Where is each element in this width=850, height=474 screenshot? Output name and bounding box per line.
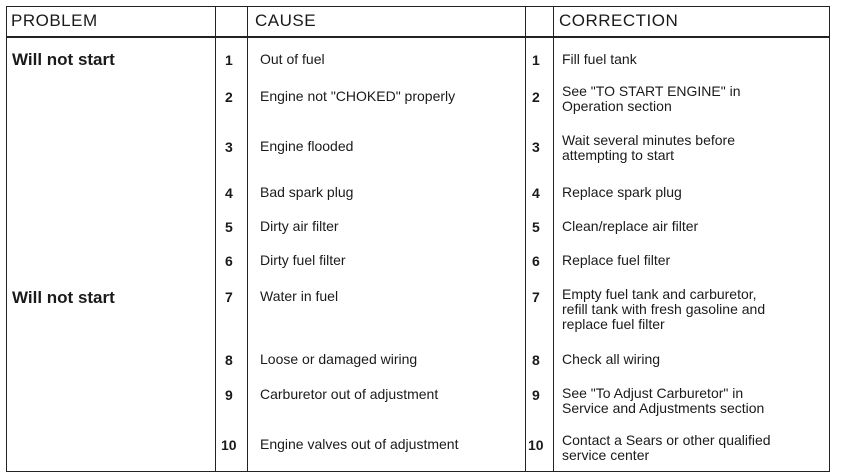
cause-text: Dirty fuel filter: [260, 252, 346, 268]
correction-text: Replace spark plug: [562, 184, 682, 200]
correction-number: 9: [532, 387, 540, 403]
cause-number: 3: [225, 139, 233, 155]
troubleshooting-table: [6, 6, 830, 472]
correction-number: 4: [532, 185, 540, 201]
problem-label: Will not start: [12, 50, 115, 69]
cause-number: 10: [221, 437, 237, 453]
correction-number: 8: [532, 352, 540, 368]
correction-text: Fill fuel tank: [562, 51, 637, 67]
correction-text: Replace fuel filter: [562, 252, 671, 268]
column-divider: [215, 7, 216, 471]
column-divider: [525, 7, 526, 471]
cause-text: Water in fuel: [260, 288, 339, 304]
cause-text: Engine flooded: [260, 138, 354, 154]
correction-number: 6: [532, 253, 540, 269]
cause-number: 4: [225, 185, 233, 201]
correction-text: See "TO START ENGINE" in Operation section: [562, 83, 741, 114]
header-cause: CAUSE: [255, 11, 317, 30]
problem-label: Will not start: [12, 288, 115, 307]
cause-number: 7: [225, 289, 233, 305]
correction-text: Contact a Sears or other qualified service center: [562, 432, 771, 463]
cause-text: Bad spark plug: [260, 184, 354, 200]
cause-number: 2: [225, 89, 233, 105]
cause-text: Carburetor out of adjustment: [260, 386, 439, 402]
correction-text: Check all wiring: [562, 351, 661, 367]
header-rule: [7, 36, 829, 38]
cause-number: 1: [225, 52, 233, 68]
cause-text: Out of fuel: [260, 51, 325, 67]
header-correction: CORRECTION: [559, 11, 679, 30]
header-problem: PROBLEM: [11, 11, 98, 30]
cause-number: 6: [225, 253, 233, 269]
cause-number: 9: [225, 387, 233, 403]
correction-text: Clean/replace air filter: [562, 218, 699, 234]
correction-text: Wait several minutes before attempting to start: [562, 132, 735, 163]
correction-number: 1: [532, 52, 540, 68]
cause-text: Dirty air filter: [260, 218, 339, 234]
cause-number: 5: [225, 219, 233, 235]
cause-text: Loose or damaged wiring: [260, 351, 418, 367]
column-divider: [247, 7, 248, 471]
correction-number: 5: [532, 219, 540, 235]
column-divider: [553, 7, 554, 471]
cause-number: 8: [225, 352, 233, 368]
correction-number: 10: [528, 437, 544, 453]
correction-text: Empty fuel tank and carburetor, refill tank with fresh gasoline and replace fuel filter: [562, 286, 766, 332]
correction-number: 7: [532, 289, 540, 305]
correction-number: 3: [532, 139, 540, 155]
correction-text: See "To Adjust Carburetor" in Service and Adjustments section: [562, 385, 765, 416]
cause-text: Engine valves out of adjustment: [260, 436, 459, 452]
correction-number: 2: [532, 89, 540, 105]
cause-text: Engine not "CHOKED" properly: [260, 88, 456, 104]
